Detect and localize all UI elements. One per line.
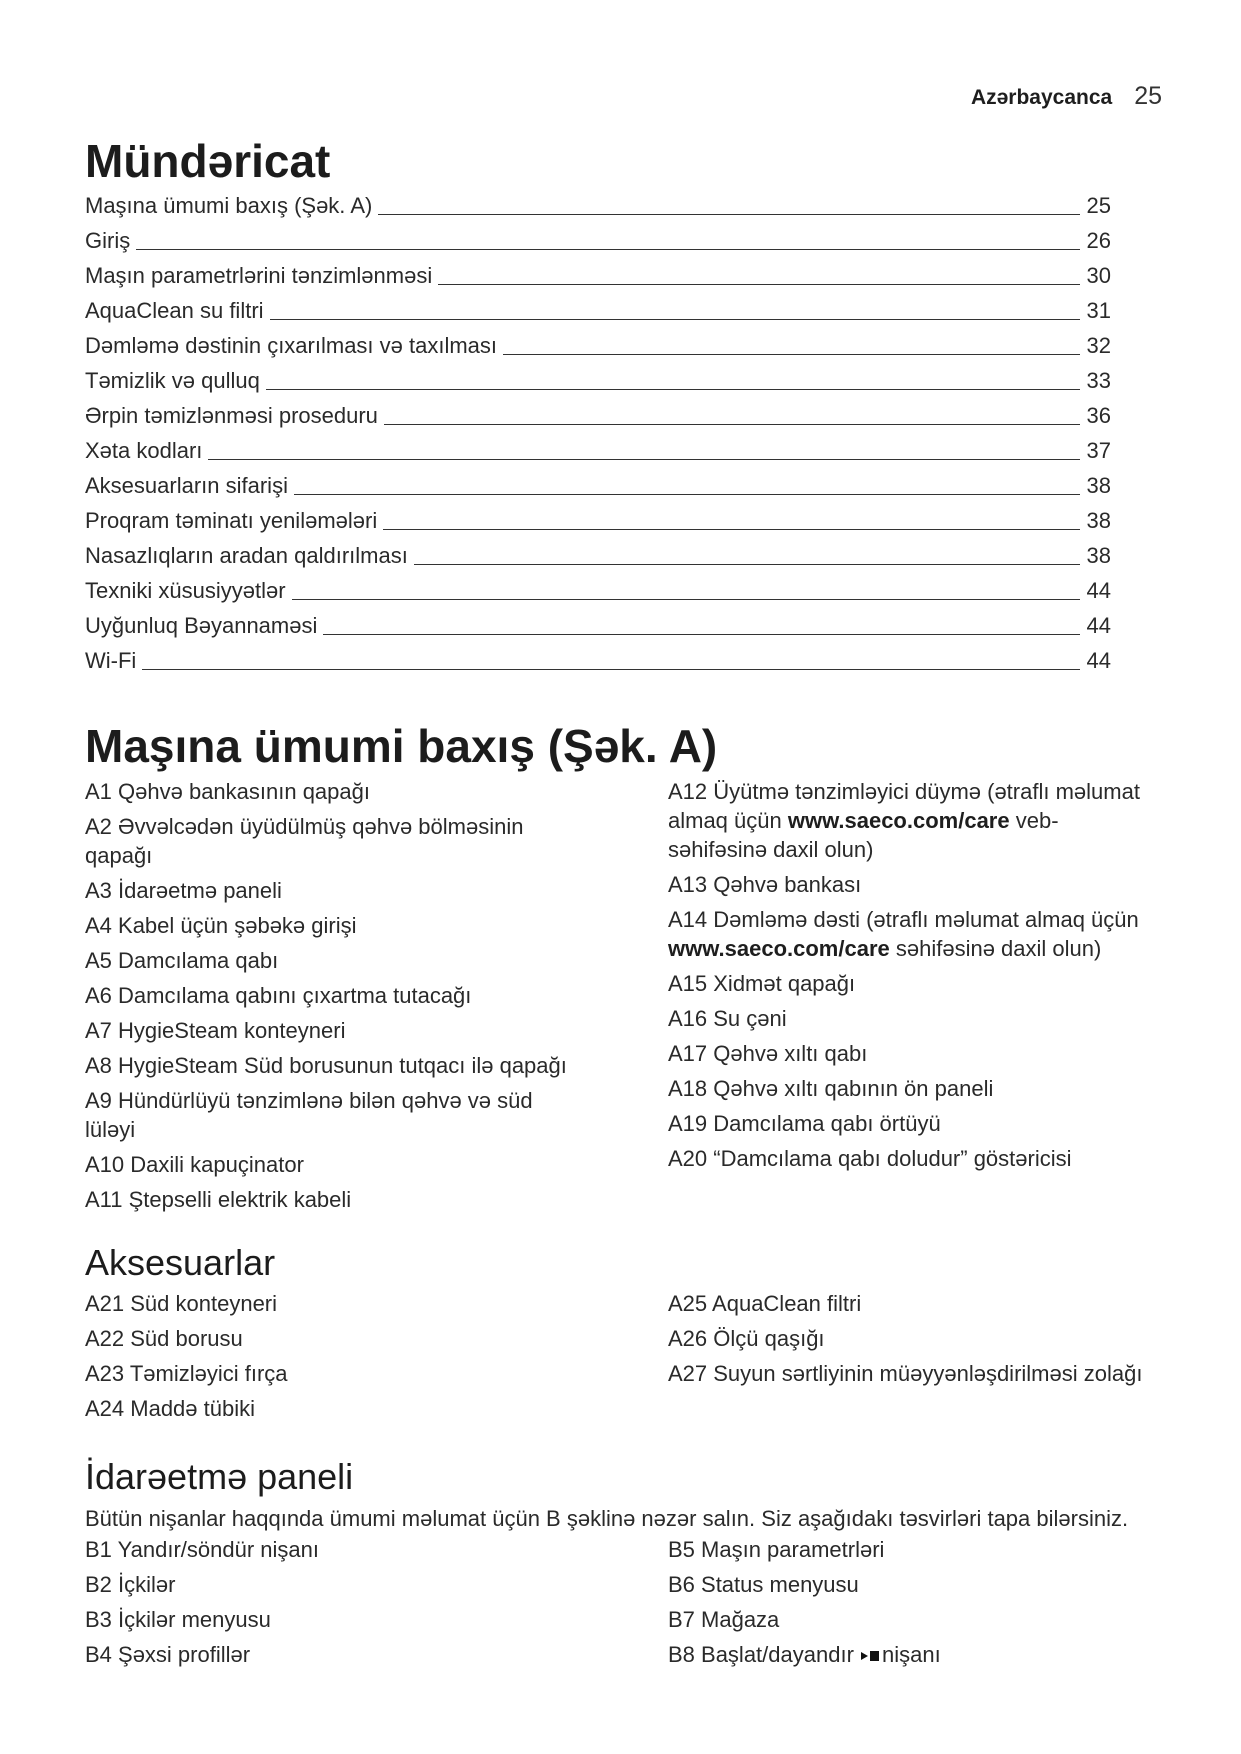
- toc-entry-page: 38: [1086, 473, 1111, 498]
- overview-item-a12-text: A12 Üyütmə tənzimləyici düymə (ətraflı məlumat almaq üçün: [668, 779, 1140, 833]
- control-item-b8-after: nişanı: [882, 1642, 941, 1667]
- toc-leader-line: [384, 424, 1080, 425]
- overview-item-a11: A11 Ştepselli elektrik kabeli: [85, 1187, 352, 1212]
- toc-leader-line: [266, 389, 1080, 390]
- page-header: [971, 78, 1162, 116]
- language-label: Azərbaycanca: [970, 86, 1113, 109]
- toc-entry-page: 26: [1086, 228, 1111, 253]
- toc-leader-line: [208, 459, 1080, 460]
- toc-entry-label: Maşın parametrlərini tənzimlənməsi: [85, 263, 433, 288]
- overview-item-a12-after: veb- səhifəsinə daxil olun): [668, 808, 1059, 862]
- toc-leader-line: [438, 284, 1080, 285]
- overview-item-a10: A10 Daxili kapuçinator: [85, 1152, 304, 1177]
- toc-entry-label: Texniki xüsusiyyətlər: [85, 578, 286, 603]
- toc-leader-line: [136, 249, 1080, 250]
- accessory-item-a27: A27 Suyun sərtliyinin müəyyənləşdirilməsi zolağı: [668, 1361, 1143, 1386]
- care-url-text: www.saeco.com/care: [668, 936, 890, 961]
- overview-item-a1: A1 Qəhvə bankasının qapağı: [85, 779, 370, 804]
- accessories-left-column: [85, 1289, 288, 1429]
- control-item-b3: B3 İçkilər menyusu: [85, 1607, 271, 1632]
- toc-entry: [85, 538, 1111, 573]
- toc-leader-line: [294, 494, 1080, 495]
- toc-entry-page: 38: [1086, 543, 1111, 568]
- accessories-title: Aksesuarlar: [85, 1242, 276, 1283]
- accessory-item-a21: A21 Süd konteyneri: [85, 1291, 278, 1316]
- toc-leader-line: [503, 354, 1080, 355]
- toc-entry: [85, 293, 1111, 328]
- overview-item-a9: A9 Hündürlüyü tənzimlənə bilən qəhvə və süd lüləyi: [85, 1088, 533, 1142]
- toc-leader-line: [270, 319, 1080, 320]
- toc-leader-line: [292, 599, 1080, 600]
- overview-title: Maşına ümumi baxış (Şək. A): [85, 720, 718, 772]
- accessories-right-column: [668, 1289, 1142, 1394]
- toc-leader-line: [142, 669, 1080, 670]
- control-item-b8-text: B8 Başlat/dayandır: [668, 1642, 861, 1667]
- accessory-item-a22: A22 Süd borusu: [85, 1326, 243, 1351]
- toc-entry-label: Aksesuarların sifarişi: [85, 473, 288, 498]
- accessory-item-a23: A23 Təmizləyici fırça: [85, 1361, 288, 1386]
- toc-entry-label: Maşına ümumi baxış (Şək. A): [85, 193, 373, 218]
- toc-entry-page: 44: [1086, 648, 1111, 673]
- care-url-text: www.saeco.com/care: [787, 808, 1010, 833]
- overview-item-a12: [668, 777, 1140, 864]
- toc-entry: [85, 608, 1111, 643]
- toc-entry-page: 44: [1086, 613, 1111, 638]
- control-item-b1: B1 Yandır/söndür nişanı: [85, 1537, 320, 1562]
- control-item-b2: B2 İçkilər: [85, 1572, 176, 1597]
- toc-entry: [85, 643, 1111, 678]
- overview-item-a2: A2 Əvvəlcədən üyüdülmüş qəhvə bölməsinin qapağı: [85, 814, 524, 868]
- toc-entry-label: Ərpin təmizlənməsi proseduru: [85, 403, 378, 428]
- toc-entry: [85, 258, 1111, 293]
- toc-entry-page: 37: [1086, 438, 1111, 463]
- overview-item-a17: A17 Qəhvə xıltı qabı: [668, 1041, 868, 1066]
- toc-leader-line: [323, 634, 1080, 635]
- overview-right-column: [668, 777, 1140, 1179]
- overview-item-a14-after: səhifəsinə daxil olun): [889, 936, 1102, 961]
- control-item-b6: B6 Status menyusu: [668, 1572, 859, 1597]
- toc-entry-page: 33: [1086, 368, 1111, 393]
- toc-entry-page: 38: [1086, 508, 1111, 533]
- toc-leader-line: [383, 529, 1080, 530]
- overview-item-a15: A15 Xidmət qapağı: [668, 971, 856, 996]
- toc-title: Mündəricat: [85, 135, 331, 187]
- play-stop-icon: [860, 1641, 881, 1670]
- toc-entry-label: Uyğunluq Bəyannaməsi: [85, 613, 318, 638]
- toc-entry-label: Xəta kodları: [85, 438, 203, 463]
- toc-entry: [85, 503, 1111, 538]
- control-panel-title: İdarəetmə paneli: [85, 1456, 354, 1497]
- overview-item-a6: A6 Damcılama qabını çıxartma tutacağı: [85, 983, 472, 1008]
- overview-item-a4: A4 Kabel üçün şəbəkə girişi: [85, 913, 357, 938]
- toc-entry-label: Wi-Fi: [85, 648, 137, 673]
- accessory-item-a24: A24 Maddə tübiki: [85, 1396, 255, 1421]
- toc-entry: [85, 573, 1111, 608]
- overview-item-a13: A13 Qəhvə bankası: [668, 872, 862, 897]
- overview-left-column: [85, 777, 567, 1220]
- control-item-b5: B5 Maşın parametrləri: [668, 1537, 885, 1562]
- toc-entry-label: Təmizlik və qulluq: [85, 368, 260, 393]
- toc-entry: [85, 223, 1111, 258]
- overview-item-a20: A20 “Damcılama qabı doludur” göstəricisi: [668, 1146, 1072, 1171]
- toc-entry-label: Nasazlıqların aradan qaldırılması: [85, 543, 408, 568]
- toc-entry-page: 30: [1086, 263, 1111, 288]
- control-panel-right-column: [668, 1535, 941, 1676]
- table-of-contents: [85, 188, 1111, 678]
- toc-entry-label: Dəmləmə dəstinin çıxarılması və taxılması: [85, 333, 498, 358]
- toc-entry-page: 31: [1086, 298, 1111, 323]
- overview-item-a14-text: A14 Dəmləmə dəsti (ətraflı məlumat almaq üçün: [668, 907, 1139, 932]
- toc-entry: [85, 433, 1111, 468]
- control-panel-intro: Bütün nişanlar haqqında ümumi məlumat üçün B şəklinə nəzər salın. Siz aşağıdakı təsvirləri tapa bilərsiniz.: [85, 1506, 1129, 1531]
- page-number: 25: [1134, 82, 1162, 110]
- toc-leader-line: [378, 214, 1080, 215]
- toc-entry: [85, 363, 1111, 398]
- control-item-b8: [668, 1640, 941, 1670]
- toc-leader-line: [414, 564, 1080, 565]
- toc-entry: [85, 188, 1111, 223]
- overview-item-a8: A8 HygieSteam Süd borusunun tutqacı ilə qapağı: [85, 1053, 567, 1078]
- toc-entry-label: AquaClean su filtri: [85, 298, 264, 323]
- overview-item-a5: A5 Damcılama qabı: [85, 948, 279, 973]
- overview-item-a3: A3 İdarəetmə paneli: [85, 878, 282, 903]
- toc-entry-page: 44: [1086, 578, 1111, 603]
- toc-entry-page: 32: [1086, 333, 1111, 358]
- toc-entry-label: Proqram təminatı yeniləmələri: [85, 508, 378, 533]
- toc-entry-page: 36: [1086, 403, 1111, 428]
- accessory-item-a25: A25 AquaClean filtri: [668, 1291, 862, 1316]
- overview-item-a19: A19 Damcılama qabı örtüyü: [668, 1111, 941, 1136]
- toc-entry: [85, 398, 1111, 433]
- control-panel-left-column: [85, 1535, 319, 1675]
- control-item-b4: B4 Şəxsi profillər: [85, 1642, 251, 1667]
- overview-item-a16: A16 Su çəni: [668, 1006, 787, 1031]
- accessory-item-a26: A26 Ölçü qaşığı: [668, 1326, 825, 1351]
- toc-entry-label: Giriş: [85, 228, 131, 253]
- overview-item-a14: [668, 905, 1140, 963]
- toc-entry: [85, 328, 1111, 363]
- overview-item-a7: A7 HygieSteam konteyneri: [85, 1018, 346, 1043]
- toc-entry: [85, 468, 1111, 503]
- control-item-b7: B7 Mağaza: [668, 1607, 780, 1632]
- overview-item-a18: A18 Qəhvə xıltı qabının ön paneli: [668, 1076, 994, 1101]
- toc-entry-page: 25: [1086, 193, 1111, 218]
